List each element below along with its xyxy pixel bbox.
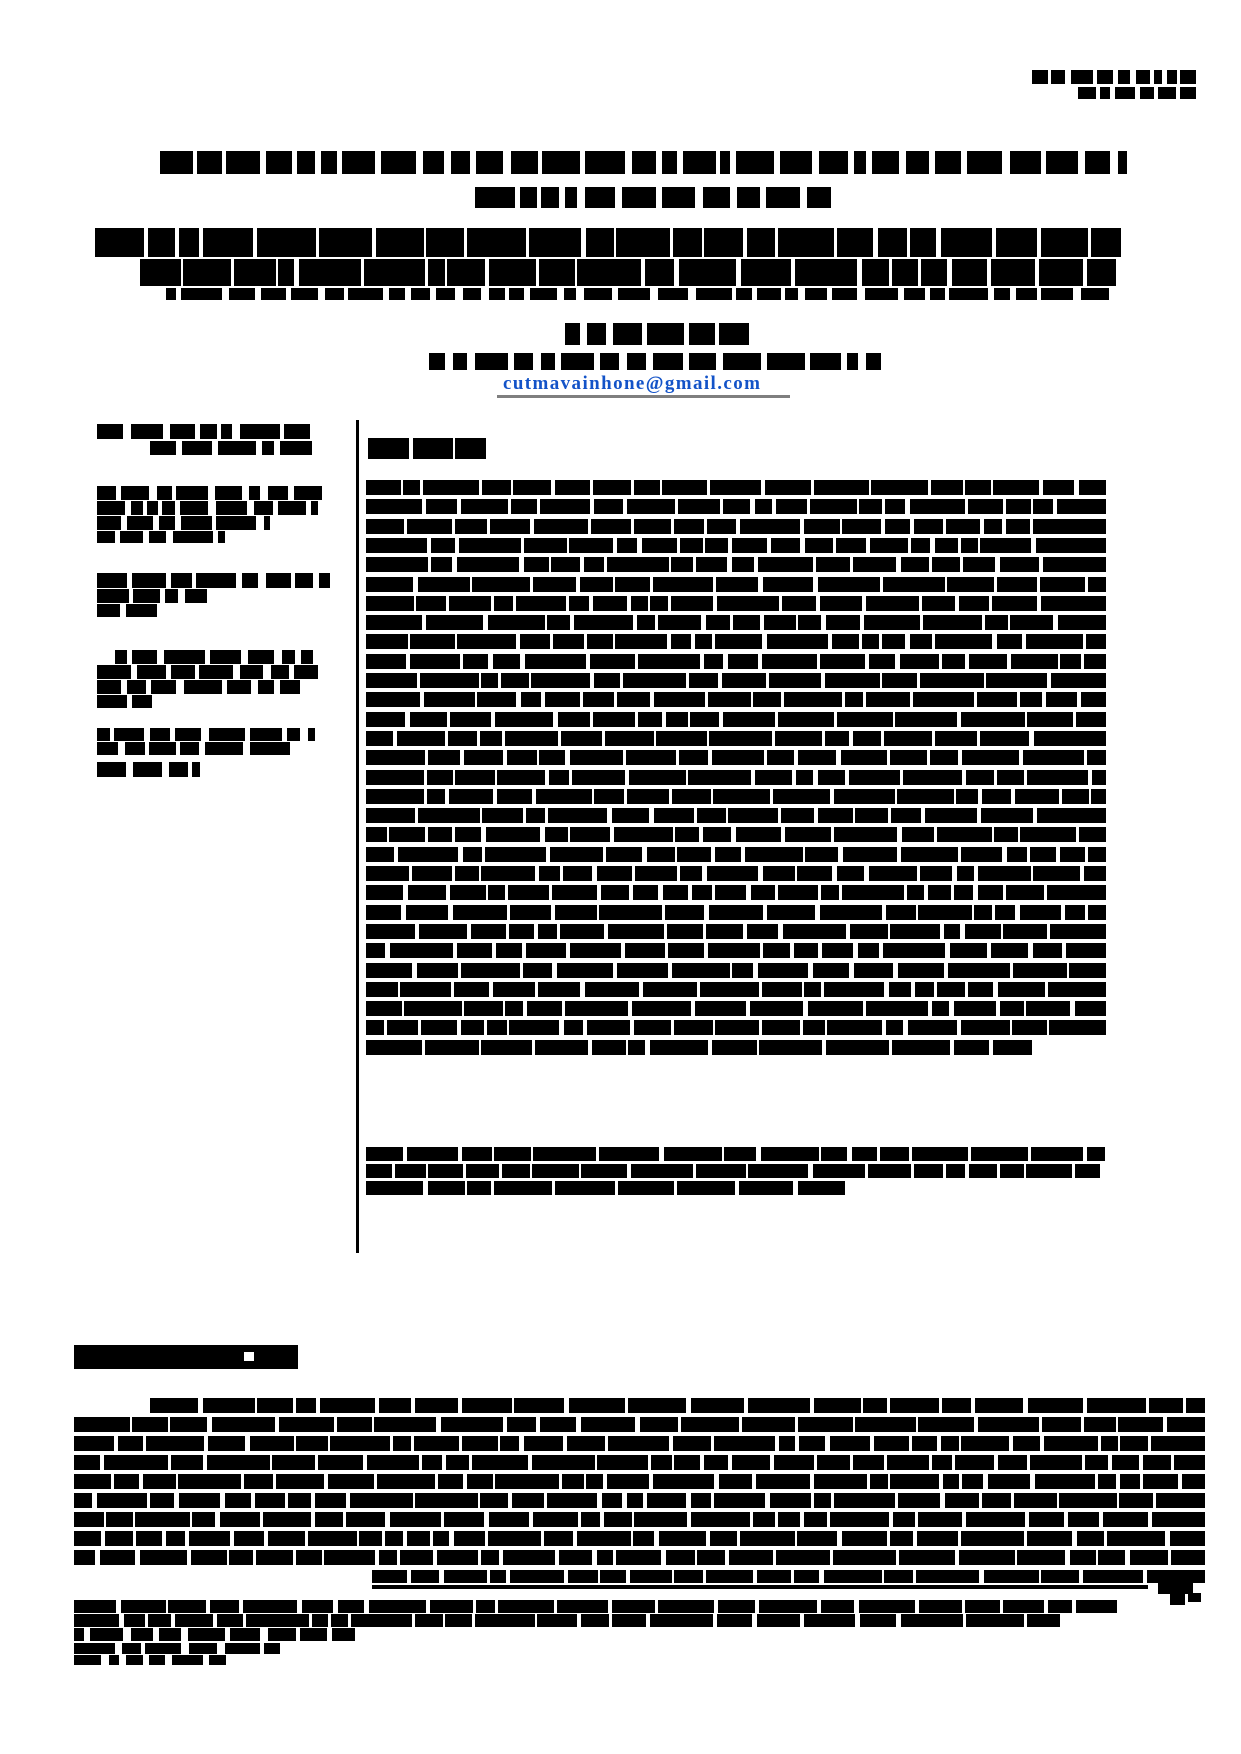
info-heading-line-1	[97, 424, 310, 439]
keywords-line-1	[366, 1147, 1105, 1161]
abstract-paragraph-line-26	[366, 963, 1106, 978]
info-block-3-line-1	[115, 650, 313, 664]
author-affiliation	[429, 353, 881, 370]
abstract-paragraph-line-3	[366, 519, 1106, 534]
author-name	[565, 323, 749, 345]
abstract-paragraph-line-6	[366, 577, 1106, 592]
footnote-line-4	[74, 1643, 280, 1654]
abstract-paragraph-line-13	[366, 712, 1106, 727]
body-paragraph-line-7	[74, 1512, 1205, 1527]
info-heading-line-2	[150, 441, 312, 455]
footnote-line-5	[74, 1655, 226, 1665]
body-paragraph-line-2	[74, 1417, 1205, 1432]
abstract-paragraph-line-16	[366, 770, 1106, 785]
article-title-line-2	[140, 259, 1116, 286]
body-last-line	[372, 1570, 1205, 1583]
column-divider	[356, 420, 359, 1253]
abstract-paragraph-line-23	[366, 905, 1106, 920]
header-meta-line-1	[1032, 70, 1196, 84]
section-heading-bar	[74, 1345, 298, 1369]
body-paragraph-line-5	[74, 1474, 1205, 1489]
info-block-3-line-3	[97, 680, 300, 694]
abstract-paragraph-line-8	[366, 615, 1106, 630]
info-block-3-line-4	[97, 695, 152, 708]
email-link[interactable]: cutmavainhone@gmail.com	[503, 373, 762, 394]
abstract-paragraph-line-21	[366, 866, 1106, 881]
abstract-paragraph-line-11	[366, 673, 1106, 688]
article-title-line-3	[166, 288, 1110, 300]
keywords-line-3	[366, 1181, 845, 1195]
keywords-line-2	[366, 1164, 1100, 1178]
abstract-paragraph-line-10	[366, 654, 1106, 669]
info-block-4-line-3	[97, 762, 200, 777]
abstract-paragraph-line-22	[366, 885, 1106, 900]
footnote-line-1	[74, 1600, 1117, 1613]
abstract-heading	[368, 438, 486, 459]
abstract-paragraph-line-14	[366, 731, 1106, 746]
abstract-paragraph-line-5	[366, 557, 1106, 572]
journal-name-line-2	[475, 187, 831, 208]
abstract-paragraph-line-19	[366, 827, 1106, 842]
abstract-paragraph-line-1	[366, 480, 1106, 495]
footnote-line-2	[74, 1614, 1060, 1627]
abstract-paragraph-line-28	[366, 1001, 1106, 1016]
body-paragraph-line-6	[74, 1493, 1205, 1508]
body-paragraph-line-1	[150, 1398, 1205, 1413]
info-block-2-line-1	[97, 573, 330, 588]
info-block-1-line-1	[97, 486, 322, 500]
abstract-paragraph-line-27	[366, 982, 1106, 997]
abstract-paragraph-line-9	[366, 634, 1106, 649]
abstract-paragraph-line-7	[366, 596, 1106, 611]
footnote-line-3	[74, 1628, 355, 1641]
info-block-1-line-2	[97, 501, 318, 515]
info-block-3-line-2	[97, 665, 318, 679]
email-underline	[497, 395, 790, 398]
abstract-paragraph-line-30	[366, 1040, 1032, 1055]
abstract-paragraph-line-18	[366, 808, 1106, 823]
abstract-paragraph-line-17	[366, 789, 1106, 804]
body-last-line-underline	[372, 1585, 1148, 1589]
info-block-4-line-2	[97, 742, 290, 755]
abstract-paragraph-line-24	[366, 924, 1106, 939]
journal-name-line-1	[160, 151, 1127, 174]
info-block-1-line-3	[97, 516, 270, 530]
info-block-4-line-1	[97, 728, 315, 741]
footnote-marker-foot	[1188, 1593, 1201, 1602]
info-block-2-line-2	[97, 589, 207, 603]
abstract-paragraph-line-12	[366, 692, 1106, 707]
abstract-paragraph-line-2	[366, 499, 1106, 514]
body-paragraph-line-4	[74, 1455, 1205, 1470]
info-block-1-line-4	[97, 531, 225, 543]
abstract-paragraph-line-15	[366, 750, 1106, 765]
article-title-line-1	[95, 228, 1121, 257]
header-meta-line-2	[1078, 87, 1196, 99]
abstract-paragraph-line-29	[366, 1020, 1106, 1035]
section-heading-notch	[244, 1352, 254, 1361]
abstract-paragraph-line-4	[366, 538, 1106, 553]
body-paragraph-line-9	[74, 1550, 1205, 1565]
abstract-paragraph-line-25	[366, 943, 1106, 958]
abstract-paragraph-line-20	[366, 847, 1106, 862]
body-paragraph-line-8	[74, 1531, 1205, 1546]
info-block-2-line-3	[97, 604, 157, 617]
body-paragraph-line-3	[74, 1436, 1205, 1451]
